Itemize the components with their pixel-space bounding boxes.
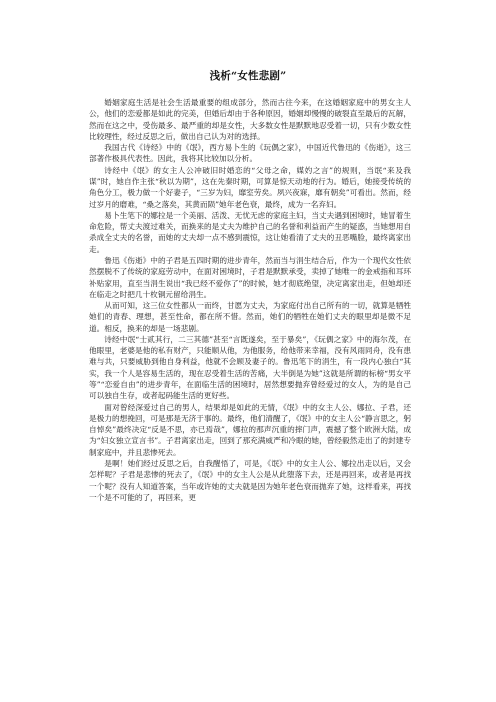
paragraph-aftermath: 是啊！她们经过反思之后，自我醒悟了，可是，《氓》中的女主人公、娜拉出走以后，又会怎样呢？子君是悲惨的死去了，《氓》中的女主人公是从此堕落下去，还是再回来，或者是再找一个呢？没有人知道答案，当年或许她的丈夫就是因为她年老色衰而抛弃了她，这样看来，再找一个是不可能的了，再回来，更 [89,459,411,502]
paragraph-works: 我国古代《诗经》中的《氓》，西方易卜生的《玩偶之家》，中国近代鲁迅的《伤逝》，这三部著作极具代表性。因此，我将其比较加以分析。 [89,143,411,164]
paragraph-zijun: 鲁迅《伤逝》中的子君是五四时期的进步青年，然而当与涓生结合后，作为一个现代女性依然摆脱不了传统的家庭劳动中，在面对困境时，子君是默默承受，卖掉了她唯一的金戒指和耳环补贴家用，直至当涓生说出“我已经不爱你了”的时候，她才彻底绝望，决定离家出走，但她却还在临走之时把几十枚铜元留给涓生。 [89,255,411,299]
document-body [89,97,411,503]
paragraph-intro: 婚姻家庭生活是社会生活最重要的组成部分，然而古往今来，在这婚姻家庭中的男女主人公，他们的恋爱都是如此的完美，但婚后却由于各种原因，婚姻却慢慢的破裂直至最后的瓦解，然而在这之中，受伤最多、最严重的却是女性，大多数女性是默默地忍受着一切，只有少数女性比较理性，经过反思之后，做出自己认为对的选择。 [89,98,411,141]
paragraph-husbands: 诗经中氓“士贰其行，二三其德”甚至“言既遂矣，至于暴矣”，《玩偶之家》中的海尔茂，在他眼里，老婆是他的私有财产，只能顺从他，为他服务，给他带来幸福，没有风雨同舟，没有患难与共，只要威胁到他自身利益，他就不会顾及妻子的。鲁迅笔下的涓生，有一段内心独白“其实，我一个人是容易生活的，现在忍受着生活的苦痛，大半倒是为她”这就是所谓的标榜“男女平等”“恋爱自由”的进步青年，在面临生活的困境时，居然想要抛弃曾经爱过的女人，为的是自己可以独自生存，或者起码能生活的更好些。 [89,334,411,401]
paragraph-nora: 易卜生笔下的娜拉是一个美丽、活泼、无忧无虑的家庭主妇，当丈夫遇到困境时，她冒着生命危险，帮丈夫渡过难关，而换来的是丈夫为维护自己的名誉和利益而产生的疑惑，当她想用自杀成全丈夫的名誉，而她的丈夫却一点不感到震惊，这让她看清了丈夫的丑恶嘴脸，最终离家出走。 [89,210,411,254]
paragraph-awakening: 面对曾经深爱过自己的男人，结果却是如此的无情，《氓》中的女主人公、娜拉、子君，还是极力的想挽回，可是那是无济于事的。最终，他们清醒了，《氓》中的女主人公“静言思之，躬自悼矣”最终决定“反是不思，亦已焉哉”，娜拉的那声沉重的摔门声，震撼了整个欧洲大陆，成为“妇女独立宣言书”。子君离家出走，回到了那充满威严和冷眼的她，曾经毅然走出了的封建专制家庭中，并且悲惨死去。 [89,402,411,457]
document-title: 浅析“女性悲剧” [209,70,287,82]
paragraph-meng: 诗经中《氓》的女主人公冲破旧时婚恋的“父母之命，媒妁之言”的规则，当氓“来及我谋”时，她自作主张“秋以为期”，这在先秦时期，可算是惊天动地的行为。婚后，她接受传统的角色分工，极力做一个好妻子，“三岁为妇，靡室劳矣。夙兴夜寐，靡有朝矣”可看出。然而，经过岁月的磨难，“桑之落矣，其黄而陨”她年老色衰，最终，成为一名弃妇。 [89,165,411,209]
paragraph-sacrifice: 从而可知，这三位女性都从一而终，甘愿为丈夫，为家庭付出自己所有的一切，就算是牺牲她们的青春、理想，甚至性命，都在所不惜。然而，她们的牺牲在她们丈夫的眼里却是微不足道。相反，换来的却是一场悲剧。 [89,301,411,333]
